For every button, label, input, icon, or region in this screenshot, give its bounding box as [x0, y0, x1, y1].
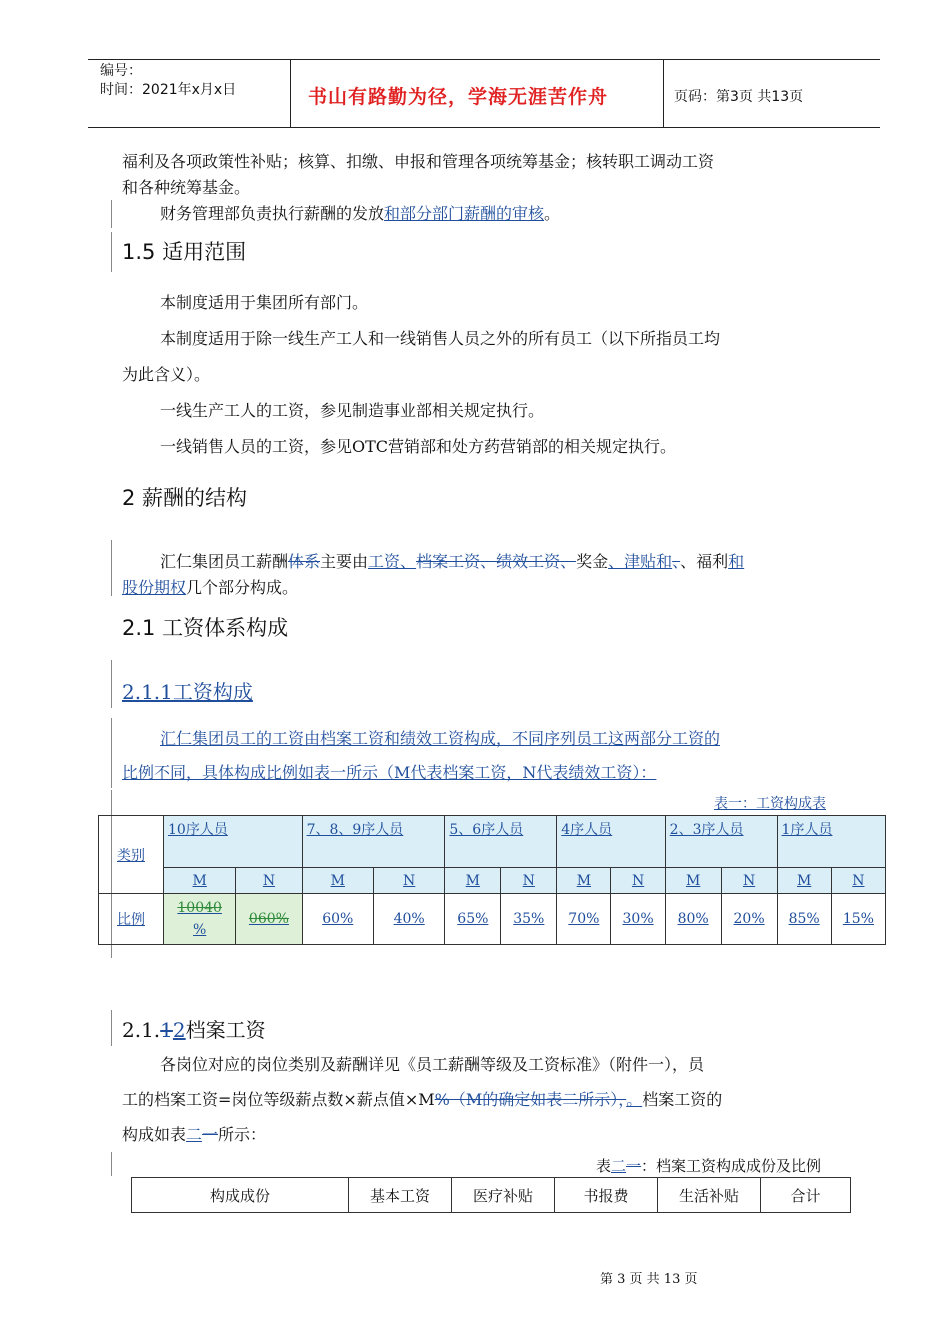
table1-ratio-cell: 70%	[557, 894, 611, 945]
table1-ratio-cell: 30%	[611, 894, 665, 945]
table2-caption	[596, 1153, 821, 1179]
sec2-insert: 工资、	[368, 552, 417, 571]
sec212-insert: 。	[626, 1090, 643, 1109]
sec2-text: 汇仁集团员工薪酬	[160, 552, 289, 571]
header-motto: 书山有路勤为径，学海无涯苦作舟	[308, 86, 609, 108]
sec212-title-text: 档案工资	[185, 1018, 266, 1042]
table1-m-header: M	[557, 868, 611, 894]
change-bar	[111, 232, 112, 272]
sec212-insert: 二	[186, 1125, 203, 1144]
sec2-insert: 和	[728, 552, 745, 571]
sec212-p1: 各岗位对应的岗位类别及薪酬详见《员工薪酬等级及工资标准》（附件一），员	[160, 1055, 705, 1074]
sec212-deleted: 一	[202, 1125, 219, 1144]
table1-n-header: N	[611, 868, 665, 894]
table1-n-header: N	[501, 868, 557, 894]
section-2-title: 2 薪酬的结构	[122, 486, 248, 510]
header-number: 编号：	[100, 63, 142, 79]
header-bottom-rule	[88, 127, 880, 128]
table1-m-header: M	[665, 868, 721, 894]
sec212-title-insert: 2	[172, 1018, 186, 1042]
table2-header: 书报费	[555, 1178, 658, 1213]
table1-ratio-label: 比例	[99, 894, 164, 945]
table1-caption: 表一：工资构成表	[714, 796, 826, 812]
section-2-1-title: 2.1 工资体系构成	[122, 616, 289, 640]
table2-header-row	[132, 1178, 851, 1213]
table1-group: 1序人员	[777, 816, 885, 868]
table2-caption-insert: 二	[611, 1157, 627, 1175]
wage-structure-table	[98, 815, 886, 945]
finance-text: 财务管理部负责执行薪酬的发放	[160, 204, 385, 223]
table1-ratio-cell	[236, 894, 302, 945]
sec212-text: 工的档案工资=岗位等级薪点数×薪点值×M	[122, 1090, 435, 1109]
intro-line-1: 福利及各项政策性补贴；核算、扣缴、申报和管理各项统筹基金；核转职工调动工资	[122, 152, 715, 171]
sec15-p2a: 本制度适用于除一线生产工人和一线销售人员之外的所有员工（以下所指员工均	[160, 329, 721, 348]
sec212-p3	[122, 1122, 266, 1148]
table1-group: 5、6序人员	[445, 816, 557, 868]
table1-mn-row	[99, 868, 886, 894]
table1-ratio-cell: 20%	[721, 894, 777, 945]
sec2-deleted: 档案工资、绩效工资、	[416, 552, 577, 571]
table1-m-header: M	[445, 868, 501, 894]
change-bar	[111, 718, 112, 788]
header-top-rule	[88, 59, 880, 60]
sec21-p1: 汇仁集团员工的工资由档案工资和绩效工资构成，不同序列员工这两部分工资的	[160, 729, 721, 748]
sec2-deleted: 体系	[288, 552, 321, 571]
header-divider	[663, 60, 664, 128]
header-divider	[290, 60, 291, 128]
header-meta	[100, 62, 236, 100]
sec21-p2: 比例不同，具体构成比例如表一所示（M代表档案工资，N代表绩效工资）：	[122, 763, 657, 782]
header-page-number: 页码：第3页 共13页	[674, 89, 804, 105]
table2-header: 构成成份	[132, 1178, 349, 1213]
table1-m-header: M	[777, 868, 831, 894]
change-bar	[111, 1152, 112, 1176]
section-2-1-1-title: 2.1.1工资构成	[122, 680, 253, 704]
table2-header: 医疗补贴	[452, 1178, 555, 1213]
change-bar	[111, 660, 112, 708]
sec2-insert: 、津贴	[608, 552, 657, 571]
sec2-text: 奖金	[576, 552, 609, 571]
section-2-1-2-title	[122, 1014, 266, 1043]
change-bar	[111, 200, 112, 228]
sec2-text: 几个部分构成。	[186, 578, 299, 597]
table1-m-header: M	[164, 868, 236, 894]
sec2-deleted: 、	[672, 552, 681, 571]
table1-ratio-cell: 65%	[445, 894, 501, 945]
sec212-text: 构成如表	[122, 1125, 187, 1144]
table1-n-header: N	[831, 868, 885, 894]
table1-ratio-deleted: 060%	[248, 911, 289, 927]
table2-caption-text: 表	[596, 1157, 612, 1175]
table1-group: 2、3序人员	[665, 816, 777, 868]
table1-ratio-cell: 80%	[665, 894, 721, 945]
table1-ratio-percent: %	[193, 922, 207, 938]
sec2-insert: 和	[656, 552, 673, 571]
table1-group: 4序人员	[557, 816, 665, 868]
table1-ratio-deleted: 10040	[177, 900, 222, 916]
table1-n-header: N	[373, 868, 444, 894]
sec212-title-deleted: 1	[160, 1018, 173, 1042]
table1-group-row	[99, 816, 886, 868]
table1-m-header: M	[302, 868, 373, 894]
table1-n-header: N	[236, 868, 302, 894]
table1-ratio-cell: 35%	[501, 894, 557, 945]
sec2-text: 、福利	[680, 552, 729, 571]
sec212-deleted: %（M的确定如表二所示），	[434, 1090, 627, 1109]
header-time: 时间：2021年x月x日	[100, 82, 237, 98]
sec2-paragraph-cont	[122, 575, 298, 601]
section-1-5-title: 1.5 适用范围	[122, 240, 247, 264]
archive-wage-table	[131, 1177, 851, 1213]
page-footer: 第 3 页 共 13 页	[600, 1272, 698, 1287]
table2-header: 基本工资	[349, 1178, 452, 1213]
table1-ratio-cell: 15%	[831, 894, 885, 945]
sec2-text: 主要由	[320, 552, 369, 571]
table1-ratio-cell: 85%	[777, 894, 831, 945]
finance-end: 。	[544, 204, 561, 223]
change-bar	[111, 1010, 112, 1046]
sec15-p1: 本制度适用于集团所有部门。	[160, 293, 369, 312]
sec2-insert: 股份期权	[122, 578, 187, 597]
table2-header: 生活补贴	[658, 1178, 761, 1213]
table2-caption-text: ：档案工资构成成份及比例	[641, 1157, 822, 1175]
table1-ratio-cell	[164, 894, 236, 945]
finance-insert: 和部分部门薪酬的审核	[384, 204, 545, 223]
sec212-text: 档案工资的	[642, 1090, 723, 1109]
sec212-text: 所示：	[218, 1125, 267, 1144]
table2-header: 合计	[761, 1178, 851, 1213]
table1-n-header: N	[721, 868, 777, 894]
sec212-p2	[122, 1087, 722, 1113]
table1-group: 10序人员	[164, 816, 303, 868]
table2-caption-deleted: 一	[626, 1157, 642, 1175]
table1-group: 7、8、9序人员	[302, 816, 445, 868]
table1-ratio-row	[99, 894, 886, 945]
sec212-title-text: 2.1.	[122, 1018, 161, 1042]
sec15-p2b: 为此含义）。	[122, 365, 211, 384]
sec15-p3: 一线生产工人的工资，参见制造事业部相关规定执行。	[160, 401, 545, 420]
intro-line-2: 和各种统筹基金。	[122, 178, 251, 197]
sec2-paragraph	[160, 549, 850, 575]
change-bar	[111, 540, 112, 596]
sec15-p4: 一线销售人员的工资，参见OTC营销部和处方药营销部的相关规定执行。	[160, 437, 677, 456]
table1-ratio-cell: 40%	[373, 894, 444, 945]
finance-paragraph	[160, 201, 560, 227]
table1-ratio-cell: 60%	[302, 894, 373, 945]
table1-type-label: 类别	[99, 816, 164, 894]
